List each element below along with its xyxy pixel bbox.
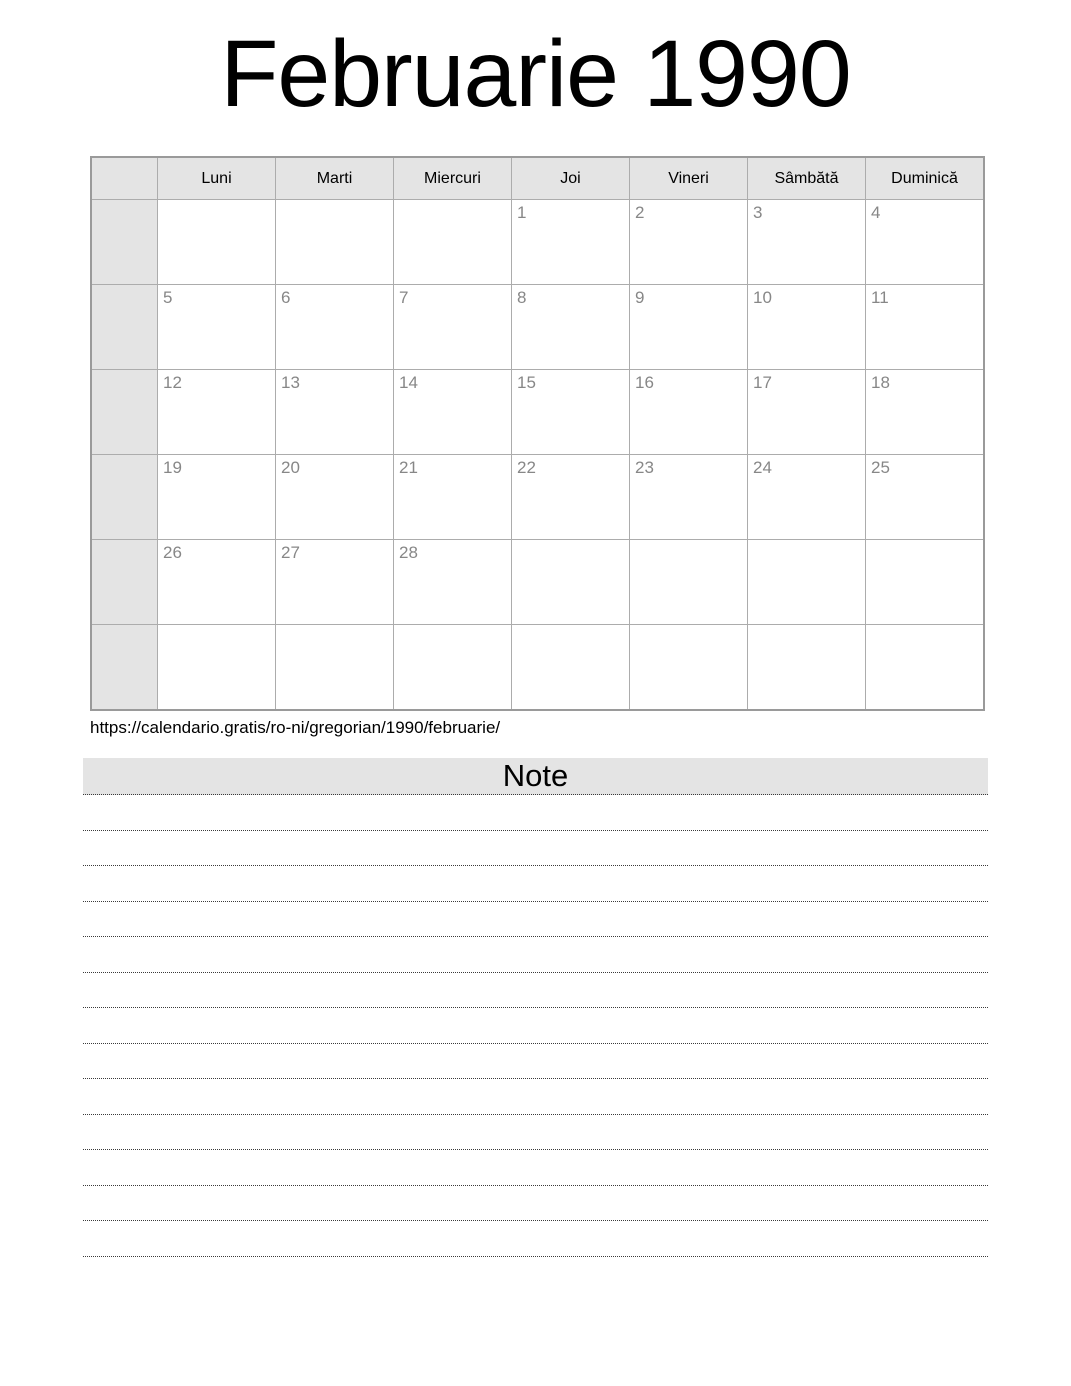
day-header-sambata: Sâmbătă (748, 157, 866, 200)
day-number: 12 (163, 373, 182, 392)
day-cell (394, 285, 512, 370)
day-number: 7 (399, 288, 409, 307)
day-cell (158, 455, 276, 540)
day-number: 10 (753, 288, 772, 307)
day-cell (630, 540, 748, 625)
notes-header: Note (83, 758, 988, 795)
day-number (630, 550, 635, 553)
day-cell (866, 625, 985, 711)
week-row-4 (91, 455, 984, 540)
day-cell (866, 540, 985, 625)
week-row-6 (91, 625, 984, 711)
note-line (83, 1044, 988, 1080)
day-cell (866, 200, 985, 285)
week-row-3 (91, 370, 984, 455)
day-cell (158, 200, 276, 285)
day-number: 15 (517, 373, 536, 392)
day-number (158, 210, 163, 213)
day-cell (394, 540, 512, 625)
week-col-cell (91, 285, 158, 370)
day-number: 21 (399, 458, 418, 477)
day-cell (748, 455, 866, 540)
day-cell (276, 370, 394, 455)
day-number: 17 (753, 373, 772, 392)
day-number: 23 (635, 458, 654, 477)
note-line (83, 1115, 988, 1151)
day-number: 4 (871, 203, 881, 222)
day-cell (866, 285, 985, 370)
calendar-header-row (91, 157, 984, 200)
day-cell (394, 455, 512, 540)
note-line (83, 937, 988, 973)
day-number: 22 (517, 458, 536, 477)
day-cell (276, 625, 394, 711)
day-cell (512, 540, 630, 625)
day-number: 14 (399, 373, 418, 392)
day-cell (748, 370, 866, 455)
source-url: https://calendario.gratis/ro-ni/gregorian/1990/februarie/ (90, 718, 501, 737)
day-cell (748, 540, 866, 625)
day-number (512, 550, 517, 553)
day-number: 19 (163, 458, 182, 477)
calendar-table (90, 156, 985, 711)
day-cell (866, 455, 985, 540)
day-cell (394, 200, 512, 285)
note-line (83, 1079, 988, 1115)
day-cell (630, 285, 748, 370)
day-cell (158, 370, 276, 455)
day-cell (276, 285, 394, 370)
day-number (394, 210, 399, 213)
day-cell (748, 200, 866, 285)
notes-section (83, 758, 988, 1257)
day-cell (512, 285, 630, 370)
day-cell (394, 370, 512, 455)
day-number (276, 210, 281, 213)
day-cell (512, 200, 630, 285)
note-line (83, 866, 988, 902)
day-number (748, 635, 753, 638)
day-number: 24 (753, 458, 772, 477)
day-number (866, 550, 871, 553)
day-number: 25 (871, 458, 890, 477)
day-header-marti: Marti (276, 157, 394, 200)
day-cell (512, 455, 630, 540)
week-row-5 (91, 540, 984, 625)
day-number: 3 (753, 203, 763, 222)
day-number: 16 (635, 373, 654, 392)
day-cell (394, 625, 512, 711)
day-cell (748, 285, 866, 370)
day-number (630, 635, 635, 638)
day-number (866, 635, 871, 638)
day-number (512, 635, 517, 638)
week-row-2 (91, 285, 984, 370)
day-header-duminica: Duminică (866, 157, 985, 200)
week-col-cell (91, 540, 158, 625)
day-cell (866, 370, 985, 455)
day-header-vineri: Vineri (630, 157, 748, 200)
note-line (83, 1008, 988, 1044)
note-line (83, 1150, 988, 1186)
note-line (83, 831, 988, 867)
week-row-1 (91, 200, 984, 285)
day-cell (158, 285, 276, 370)
week-col-cell (91, 200, 158, 285)
day-number: 18 (871, 373, 890, 392)
day-number (158, 635, 163, 638)
note-line (83, 973, 988, 1009)
day-cell (512, 625, 630, 711)
day-number: 2 (635, 203, 645, 222)
day-cell (630, 370, 748, 455)
notes-lines (83, 795, 988, 1257)
day-header-miercuri: Miercuri (394, 157, 512, 200)
day-cell (630, 455, 748, 540)
week-col-cell (91, 625, 158, 711)
week-col-cell (91, 455, 158, 540)
note-line (83, 902, 988, 938)
day-cell (748, 625, 866, 711)
week-col-cell (91, 370, 158, 455)
note-line (83, 1186, 988, 1222)
day-cell (630, 200, 748, 285)
day-cell (512, 370, 630, 455)
page-title: Februarie 1990 (220, 21, 851, 127)
note-line (83, 1221, 988, 1257)
day-number: 8 (517, 288, 527, 307)
day-cell (158, 540, 276, 625)
day-number: 20 (281, 458, 300, 477)
day-number: 13 (281, 373, 300, 392)
day-number: 11 (871, 288, 889, 307)
day-number: 28 (399, 543, 418, 562)
day-number: 5 (163, 288, 173, 307)
day-number: 6 (281, 288, 291, 307)
week-column-header-cell (91, 157, 158, 200)
day-number: 27 (281, 543, 300, 562)
day-number: 1 (517, 203, 527, 222)
day-cell (276, 540, 394, 625)
day-cell (276, 200, 394, 285)
day-number (748, 550, 753, 553)
day-cell (276, 455, 394, 540)
day-header-joi: Joi (512, 157, 630, 200)
day-number (394, 635, 399, 638)
day-header-luni: Luni (158, 157, 276, 200)
day-number: 9 (635, 288, 645, 307)
day-cell (158, 625, 276, 711)
note-line (83, 795, 988, 831)
day-number (276, 635, 281, 638)
day-number: 26 (163, 543, 182, 562)
day-cell (630, 625, 748, 711)
